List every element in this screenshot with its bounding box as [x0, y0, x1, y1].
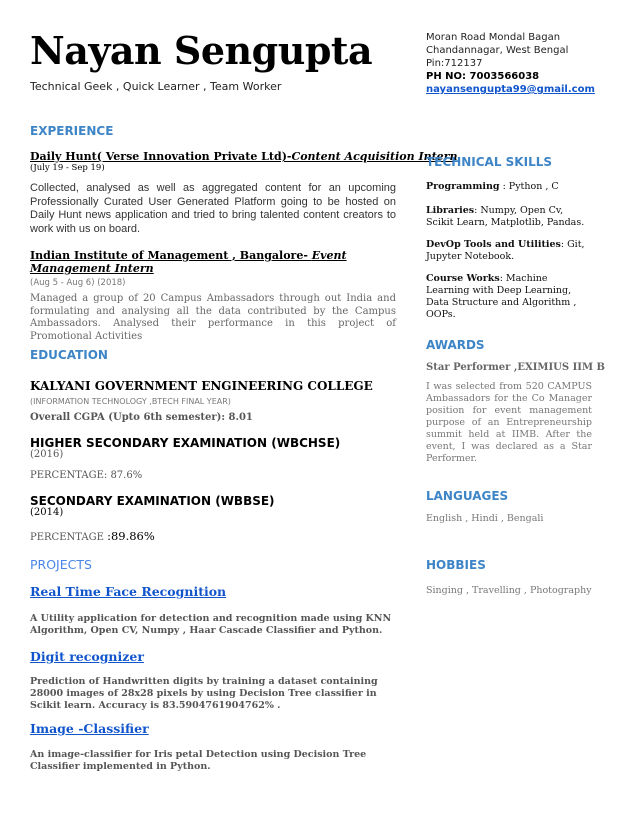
- job-title-1: Daily Hunt( Verse Innovation Private Ltd)-Content Acquisition Intern: [30, 150, 458, 163]
- languages-heading: LANGUAGES: [426, 489, 509, 503]
- email-link[interactable]: nayansengupta99@gmail.com: [426, 84, 595, 95]
- secondary-percentage: PERCENTAGE :89.86%: [30, 529, 155, 543]
- college-cgpa: Overall CGPA (Upto 6th semester): 8.01: [30, 412, 253, 423]
- award-title: Star Performer ,EXIMIUS IIM B: [426, 362, 605, 373]
- hs-exam-title: HIGHER SECONDARY EXAMINATION (WBCHSE): [30, 436, 341, 450]
- address-line-2: Chandannagar, West Bengal: [426, 45, 569, 56]
- secondary-exam-title: SECONDARY EXAMINATION (WBBSE): [30, 494, 275, 508]
- job-description-2: Managed a group of 20 Campus Ambassadors through out India and formulating and analysing all the data contributed by the Campus Ambassadors. Analysed their performance in this project of Promotional Activities: [30, 293, 396, 342]
- candidate-name: Nayan Sengupta: [30, 28, 373, 73]
- education-heading: EDUCATION: [30, 348, 108, 362]
- job-role-1: Content Acquisition Intern: [291, 150, 458, 163]
- secondary-percentage-value: :89.86%: [107, 529, 155, 543]
- project-description-1: A Utility application for detection and recognition made using KNN Algorithm, Open CV, Numpy , Haar Cascade Classifier and Python.: [30, 613, 392, 636]
- job-dates-2: (Aug 5 - Aug 6) (2018): [30, 278, 126, 288]
- hobbies-heading: HOBBIES: [426, 558, 486, 572]
- project-link-image-classifier[interactable]: Image -Classifier: [30, 721, 149, 736]
- hobbies-list: Singing , Travelling , Photography: [426, 585, 592, 596]
- experience-heading: EXPERIENCE: [30, 124, 114, 138]
- phone-number: PH NO: 7003566038: [426, 71, 540, 82]
- hs-percentage: PERCENTAGE: 87.6%: [30, 470, 143, 481]
- job-role-2: Event Management Intern: [30, 249, 347, 275]
- project-link-face-recognition[interactable]: Real Time Face Recognition: [30, 584, 227, 599]
- awards-heading: AWARDS: [426, 338, 485, 352]
- secondary-exam-year: (2014): [30, 507, 64, 518]
- languages-list: English , Hindi , Bengali: [426, 513, 544, 524]
- job-description-1: Collected, analysed as well as aggregated content for an upcoming Professionally Curated User Generated Platform going to be hosted on Daily Hunt news application and tried to bring talented content creators to work with us on board.: [30, 182, 396, 235]
- skill-libraries: Libraries: Numpy, Open Cv, Scikit Learn, Matplotlib, Pandas.: [426, 205, 585, 228]
- skill-programming: Programming : Python , C: [426, 181, 559, 192]
- hs-exam-year: (2016): [30, 449, 64, 460]
- job-dates-1: (July 19 - Sep 19): [30, 163, 105, 173]
- projects-heading: PROJECTS: [30, 557, 92, 572]
- college-course: (INFORMATION TECHNOLOGY ,BTECH FINAL YEAR): [30, 397, 231, 406]
- project-description-3: An image-classifier for Iris petal Detection using Decision Tree Classifier implemented in Python.: [30, 749, 367, 772]
- tagline: Technical Geek , Quick Learner , Team Worker: [30, 80, 282, 93]
- address-line-1: Moran Road Mondal Bagan: [426, 32, 561, 43]
- award-description: I was selected from 520 CAMPUS Ambassadors for the Co Manager position for event management purpose of an Entrepreneurship summit held at IIMB. After the event, I was declared as a Star Performer.: [426, 381, 592, 464]
- college-name: KALYANI GOVERNMENT ENGINEERING COLLEGE: [30, 379, 373, 393]
- pin-code: Pin:712137: [426, 58, 483, 69]
- job-title-2: Indian Institute of Management , Bangalore- Event Management Intern: [30, 249, 347, 275]
- skill-devops-tools: DevOp Tools and Utilities: Git, Jupyter Notebook.: [426, 239, 585, 262]
- skill-course-works: Course Works: Machine Learning with Deep Learning, Data Structure and Algorithm , OOPs.: [426, 273, 577, 320]
- skills-heading: TECHNICAL SKILLS: [426, 155, 552, 169]
- project-link-digit-recognizer[interactable]: Digit recognizer: [30, 649, 144, 664]
- project-description-2: Prediction of Handwritten digits by training a dataset containing 28000 images of 28x28 pixels by using Decision Tree classifier in Scikit learn. Accuracy is 83.5904761904762% .: [30, 676, 378, 711]
